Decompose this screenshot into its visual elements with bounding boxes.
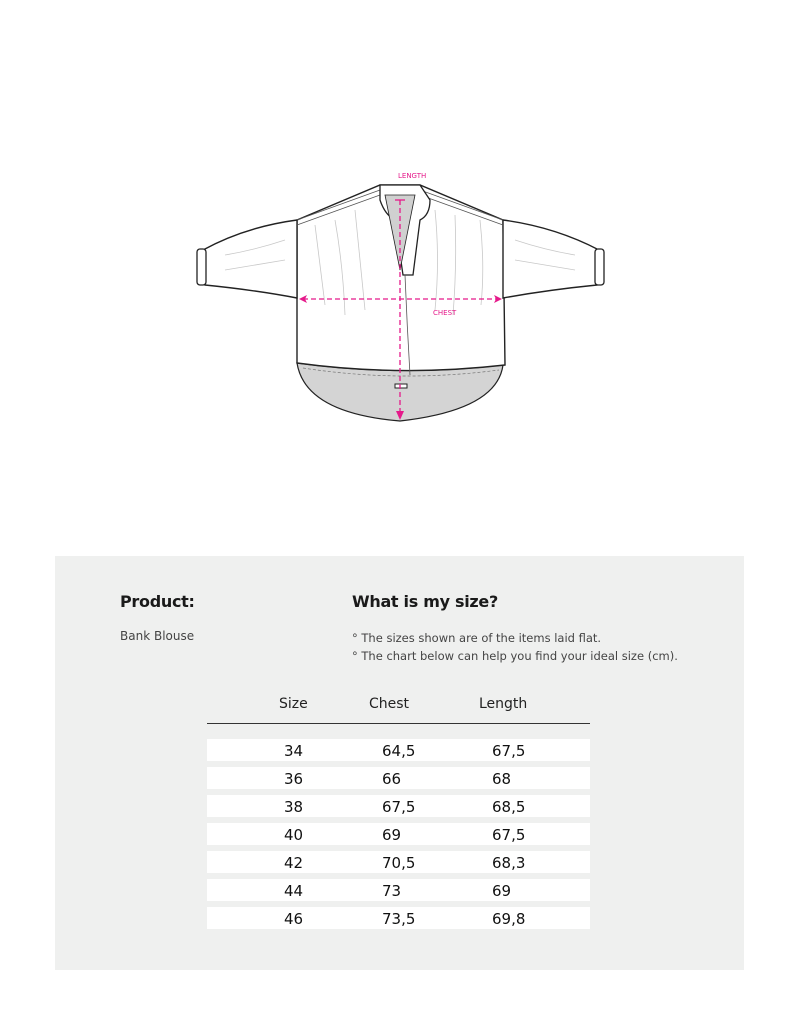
cell-length: 67,5 <box>492 826 526 844</box>
table-row <box>207 739 590 761</box>
chest-label: CHEST <box>433 309 457 317</box>
cell-chest: 66 <box>382 770 402 788</box>
table-row <box>207 823 590 845</box>
table-row <box>207 907 590 929</box>
cell-size: 38 <box>284 798 304 816</box>
cell-length: 69,8 <box>492 910 526 928</box>
cell-size: 46 <box>284 910 304 928</box>
cell-length: 68,5 <box>492 798 526 816</box>
blouse-illustration <box>185 165 615 435</box>
size-heading: What is my size? <box>352 592 498 611</box>
cell-length: 68 <box>492 770 512 788</box>
note-chart-help: ° The chart below can help you find your ideal size (cm). <box>352 649 678 663</box>
cell-chest: 73,5 <box>382 910 416 928</box>
cell-size: 42 <box>284 854 304 872</box>
header-length: Length <box>479 696 528 712</box>
size-info-panel <box>55 556 744 970</box>
blouse-sketch-icon <box>185 165 615 435</box>
product-name: Bank Blouse <box>120 629 195 643</box>
cell-size: 40 <box>284 826 304 844</box>
cell-chest: 69 <box>382 826 402 844</box>
table-row <box>207 879 590 901</box>
length-label: LENGTH <box>398 172 427 180</box>
cell-length: 68,3 <box>492 854 526 872</box>
cell-length: 67,5 <box>492 742 526 760</box>
cell-size: 34 <box>284 742 304 760</box>
cell-size: 36 <box>284 770 304 788</box>
product-heading: Product: <box>120 592 195 611</box>
table-row <box>207 795 590 817</box>
header-size: Size <box>279 696 308 712</box>
cell-chest: 67,5 <box>382 798 416 816</box>
table-row <box>207 851 590 873</box>
cell-chest: 73 <box>382 882 402 900</box>
size-notes <box>352 629 678 665</box>
cell-length: 69 <box>492 882 512 900</box>
header-chest: Chest <box>369 696 410 712</box>
note-laid-flat: ° The sizes shown are of the items laid flat. <box>352 631 602 645</box>
cell-chest: 70,5 <box>382 854 416 872</box>
size-table <box>207 695 590 935</box>
table-row <box>207 767 590 789</box>
cell-size: 44 <box>284 882 304 900</box>
cell-chest: 64,5 <box>382 742 416 760</box>
table-header <box>207 695 590 724</box>
